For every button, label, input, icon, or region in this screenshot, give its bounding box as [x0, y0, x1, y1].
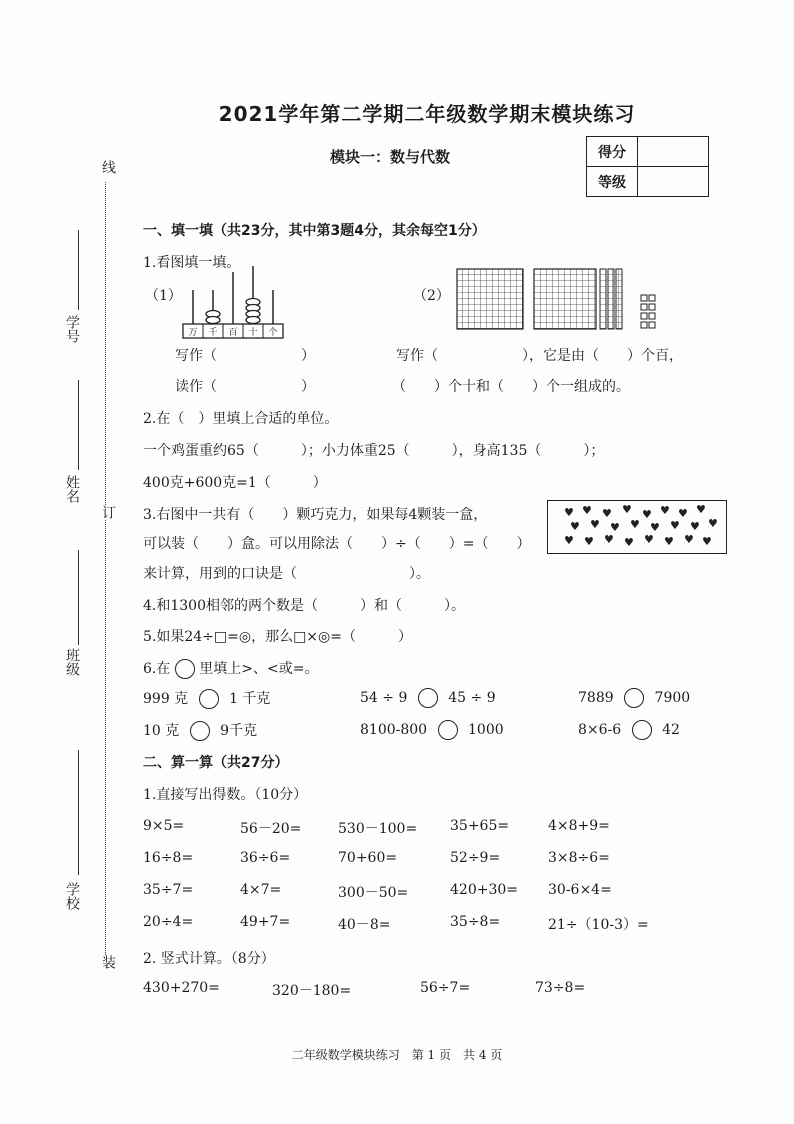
q2-line1: 一个鸡蛋重约65（ ）；小力体重25（ ），身高135（ ）； [143, 443, 605, 459]
heart-icon: ♥ [708, 517, 718, 530]
compare-item [578, 720, 680, 740]
heart-icon: ♥ [610, 521, 620, 534]
vertical-calc-item: 320－180= [272, 983, 352, 999]
compare-right: 7900 [654, 690, 691, 706]
abacus-label: 个 [268, 328, 278, 338]
q1-part2-label: （2） [413, 288, 450, 304]
compare-circle-blank[interactable] [438, 720, 458, 740]
q1-write-right: 写作（ ），它是由（ ）个百， [396, 348, 683, 364]
vertical-calc-item: 430+270= [143, 980, 220, 996]
compare-right: 1 千克 [229, 691, 271, 707]
heart-icon: ♥ [664, 535, 674, 548]
vertical-calc-item: 56÷7= [420, 980, 471, 996]
compare-left: 8100-800 [360, 722, 428, 738]
calc-item: 35+65= [450, 818, 510, 834]
heart-icon: ♥ [604, 533, 614, 546]
name-label: 姓名 [64, 475, 80, 503]
page-footer: 二年级数学模块练习 第 1 页 共 4 页 [291, 1048, 503, 1062]
q6-title [143, 658, 318, 679]
compare-left: 7889 [578, 690, 614, 706]
score-label: 得分 [587, 137, 638, 167]
grade-cell[interactable] [638, 167, 709, 197]
chocolate-box-figure [547, 500, 727, 554]
class-field[interactable] [78, 550, 79, 645]
score-table [586, 136, 709, 197]
q1-composition: （ ）个十和（ ）个一组成的。 [392, 379, 630, 395]
q5-text: 5.如果24÷□=◎，那么□×◎=（ ） [143, 629, 412, 645]
compare-item [143, 720, 257, 741]
q3-line3: 来计算，用到的口诀是（ ）。 [143, 566, 430, 582]
heart-icon: ♥ [630, 518, 640, 531]
heart-icon: ♥ [642, 508, 652, 521]
compare-left: 999 克 [143, 691, 189, 707]
compare-circle-blank[interactable] [190, 721, 210, 741]
calc-item: 20÷4= [143, 914, 194, 930]
module-title: 模块一：数与代数 [330, 148, 451, 166]
compare-left: 8×6-6 [578, 722, 622, 738]
compare-right: 9千克 [220, 723, 258, 739]
compare-circle-blank[interactable] [632, 720, 652, 740]
heart-icon: ♥ [602, 507, 612, 520]
q6-title-b: 里填上>、<或=。 [199, 661, 319, 677]
calc-item: 56－20= [240, 821, 302, 837]
calc-item: 4×7= [240, 882, 282, 898]
q1-title: 1.看图填一填。 [143, 255, 241, 271]
compare-left: 10 克 [143, 723, 180, 739]
heart-icon: ♥ [684, 533, 694, 546]
binding-middle-label: 订 [100, 505, 116, 519]
q2-title: 2.在（ ）里填上合适的单位。 [143, 411, 339, 427]
section-2-heading: 二、算一算（共27分） [143, 755, 289, 771]
heart-icon: ♥ [570, 520, 580, 533]
heart-icon: ♥ [584, 535, 594, 548]
compare-item [360, 688, 496, 708]
school-field[interactable] [78, 750, 79, 875]
calc-item: 9×5= [143, 818, 185, 834]
calc-item: 530－100= [338, 821, 418, 837]
heart-icon: ♥ [582, 504, 592, 517]
compare-circle-blank[interactable] [199, 689, 219, 709]
q3-line2: 可以装（ ）盒。可以用除法（ ）÷（ ）=（ ） [143, 536, 531, 552]
score-cell[interactable] [638, 137, 709, 167]
calc-item: 4×8+9= [548, 818, 610, 834]
calc-item: 52÷9= [450, 850, 501, 866]
calc-item: 21÷（10-3）= [548, 917, 649, 933]
heart-icon: ♥ [644, 533, 654, 546]
calc-item: 70+60= [338, 850, 398, 866]
q1-part1-label: （1） [145, 288, 182, 304]
q3-line1: 3.右图中一共有（ ）颗巧克力，如果每4颗装一盒， [143, 507, 488, 523]
class-label: 班级 [64, 648, 80, 676]
q4-text: 4.和1300相邻的两个数是（ ）和（ ）。 [143, 598, 465, 614]
heart-icon: ♥ [670, 519, 680, 532]
name-field[interactable] [78, 380, 79, 470]
heart-icon: ♥ [678, 507, 688, 520]
q2-line2: 400克+600克=1（ ） [143, 475, 327, 491]
abacus-label: 十 [248, 328, 258, 338]
calc-item: 49+7= [240, 914, 291, 930]
calc-item: 16÷8= [143, 850, 194, 866]
heart-icon: ♥ [702, 535, 712, 548]
binding-bottom-label: 装 [100, 955, 116, 969]
compare-right: 42 [662, 722, 680, 738]
student-no-field[interactable] [78, 230, 79, 310]
heart-icon: ♥ [696, 503, 706, 516]
heart-icon: ♥ [564, 506, 574, 519]
compare-right: 45 ÷ 9 [448, 690, 496, 706]
vertical-calc-item: 73÷8= [535, 980, 586, 996]
calc-item: 420+30= [450, 882, 518, 898]
heart-icon: ♥ [650, 521, 660, 534]
heart-icon: ♥ [590, 518, 600, 531]
calc-item: 36÷6= [240, 850, 291, 866]
school-label: 学校 [64, 882, 80, 910]
q1-read-left: 读作（ ） [175, 379, 315, 395]
compare-right: 1000 [468, 722, 504, 738]
calc-item: 35÷8= [450, 914, 501, 930]
q6-title-a: 6.在 [143, 661, 171, 677]
compare-item [143, 688, 270, 709]
compare-circle-blank[interactable] [624, 688, 644, 708]
q1-write-left: 写作（ ） [175, 348, 315, 364]
calc-item: 300－50= [338, 885, 409, 901]
abacus-label: 百 [228, 328, 238, 338]
calc-item: 3×8÷6= [548, 850, 610, 866]
heart-icon: ♥ [564, 534, 574, 547]
binding-dotted-line [105, 182, 106, 967]
calc-item: 30-6×4= [548, 882, 612, 898]
grade-label: 等级 [587, 167, 638, 197]
calc-item: 35÷7= [143, 882, 194, 898]
student-no-label: 学号 [64, 315, 80, 343]
heart-icon: ♥ [660, 504, 670, 517]
compare-circle-icon [175, 659, 195, 679]
abacus-labels [183, 325, 283, 338]
calc2-title: 2. 竖式计算。（8分） [143, 951, 275, 967]
abacus-label: 千 [208, 328, 218, 338]
base-ten-blocks-figure [456, 268, 661, 330]
compare-item [578, 688, 690, 708]
compare-circle-blank[interactable] [418, 688, 438, 708]
abacus-label: 万 [188, 328, 198, 338]
page-title: 2021学年第二学期二年级数学期末模块练习 [218, 102, 636, 126]
compare-item [360, 720, 504, 740]
binding-top-label: 线 [100, 160, 116, 174]
calc1-title: 1.直接写出得数。（10分） [143, 787, 308, 803]
calc-item: 40－8= [338, 917, 391, 933]
compare-left: 54 ÷ 9 [360, 690, 408, 706]
section-1-heading: 一、填一填（共23分，其中第3题4分，其余每空1分） [143, 223, 486, 239]
heart-icon: ♥ [622, 503, 632, 516]
heart-icon: ♥ [690, 520, 700, 533]
heart-icon: ♥ [624, 536, 634, 549]
